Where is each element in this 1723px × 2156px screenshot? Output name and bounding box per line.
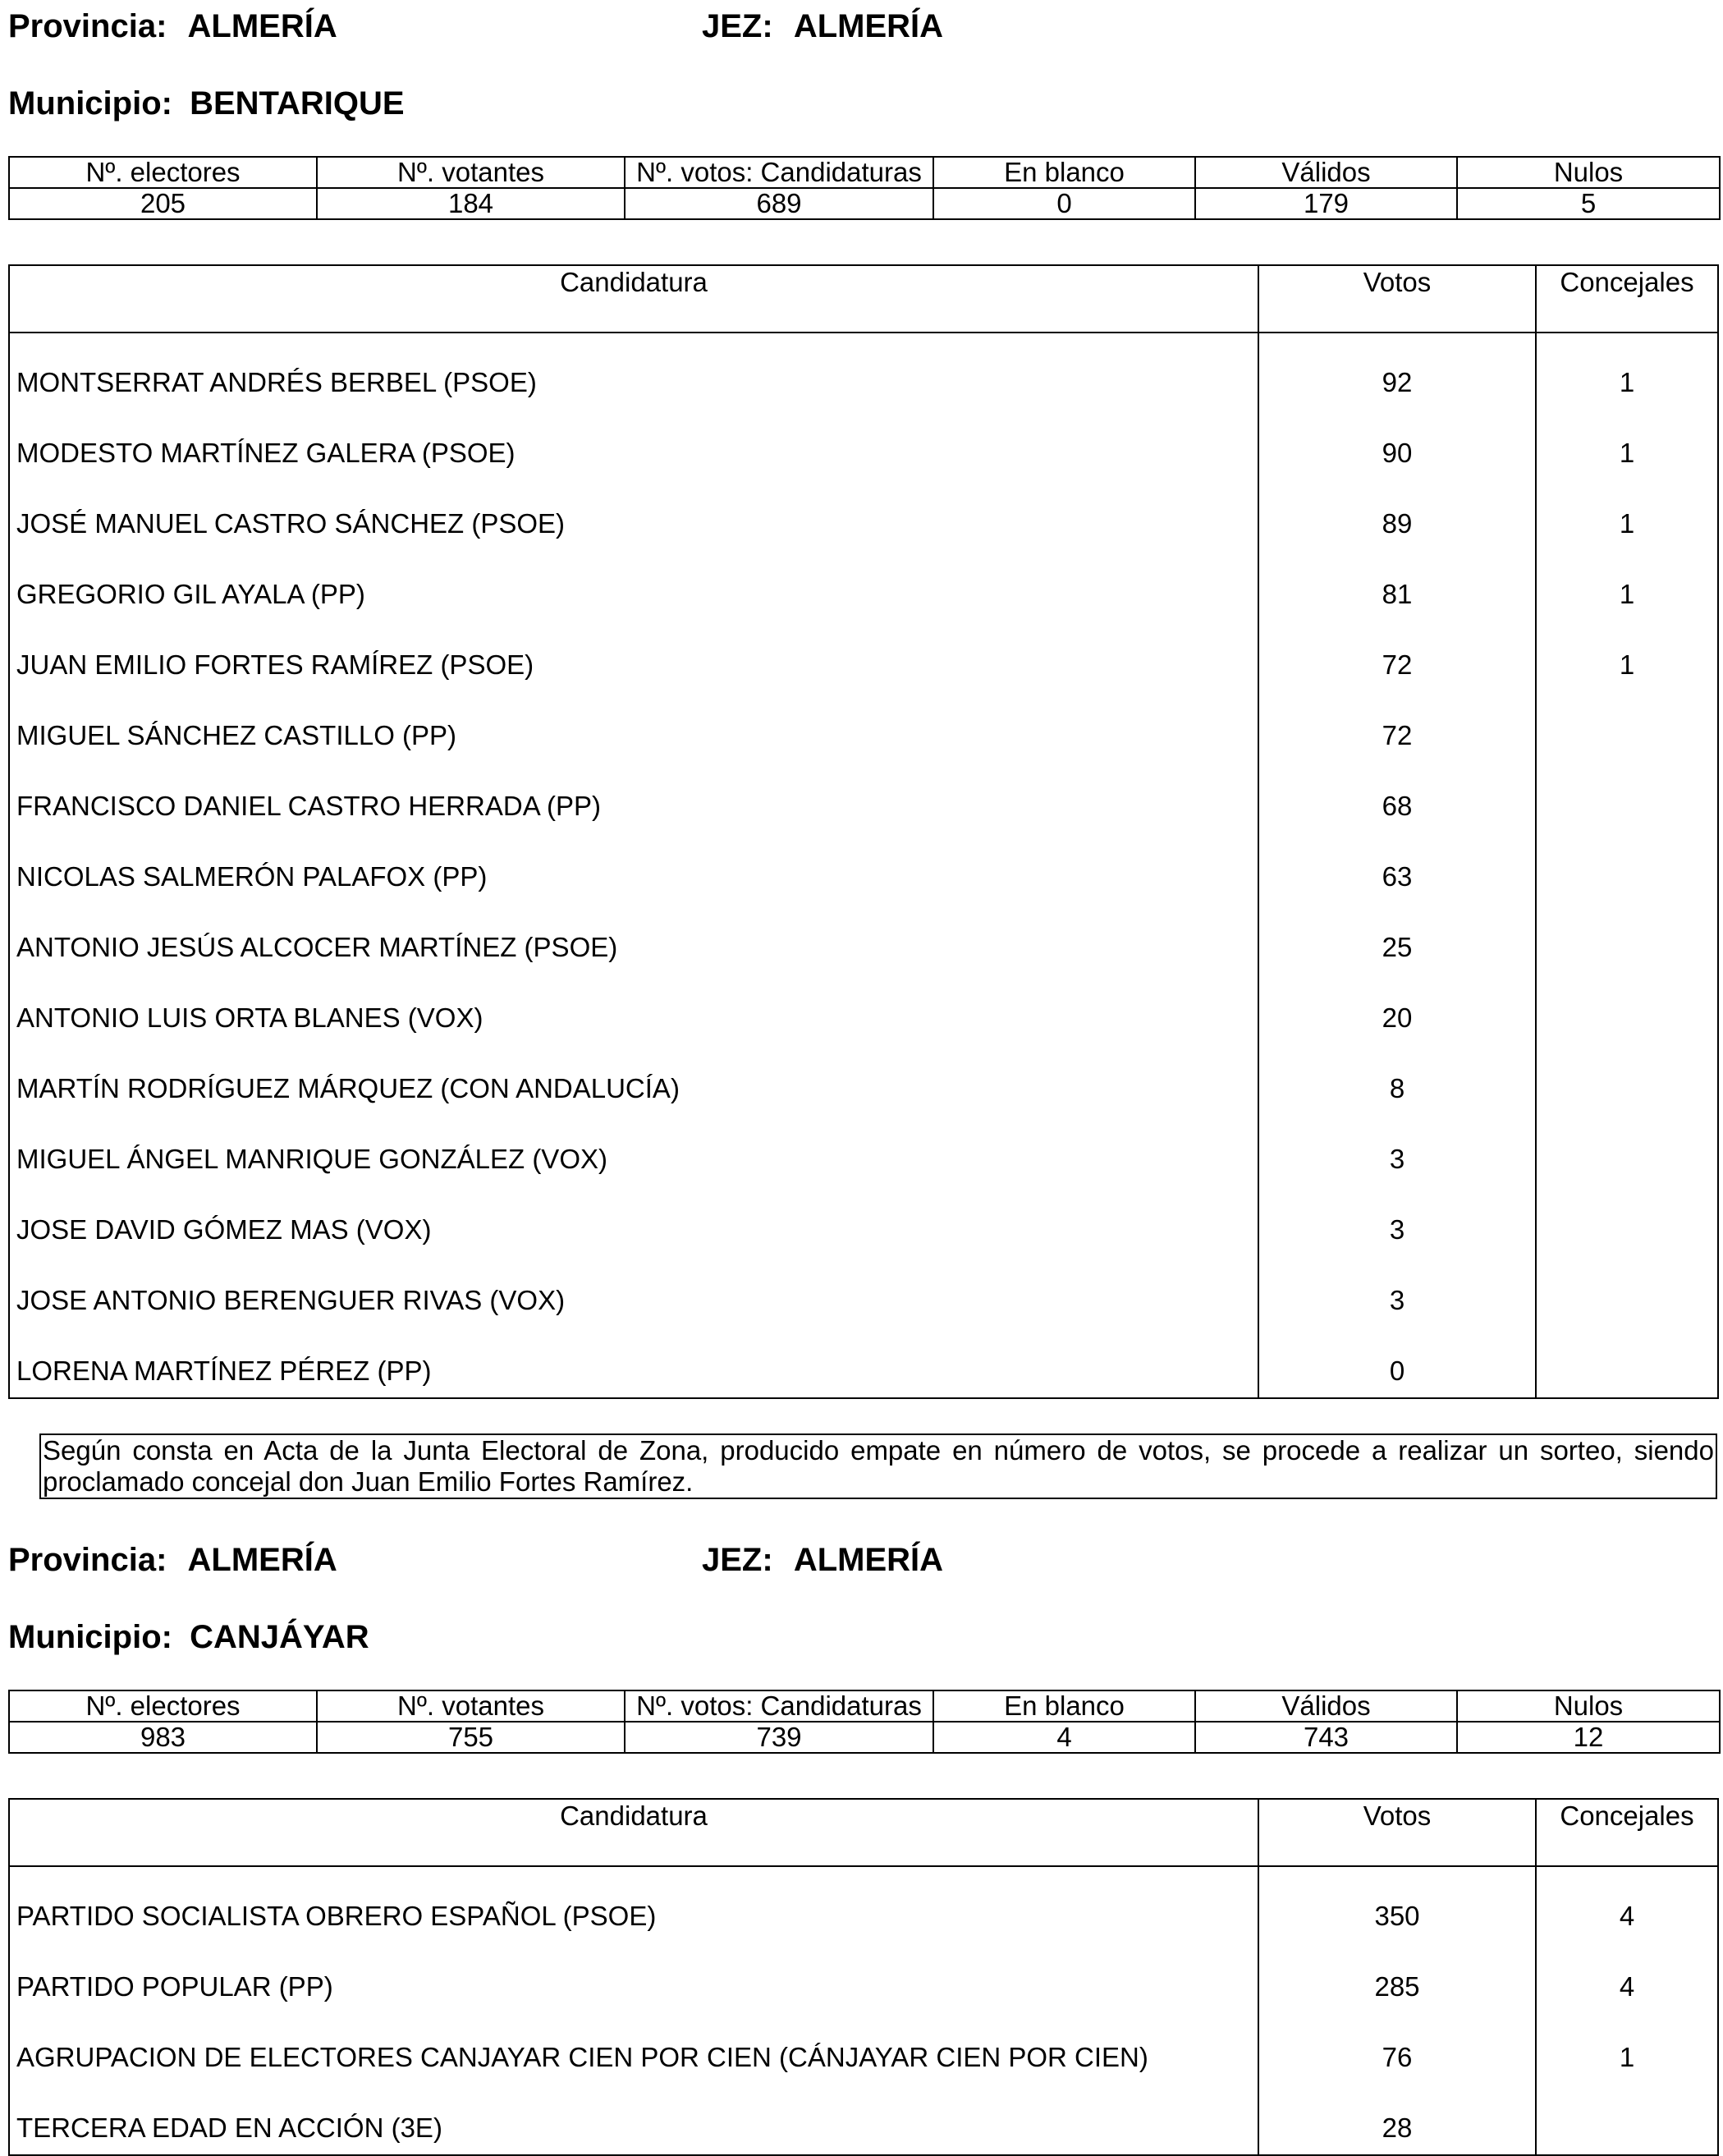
candidate-name: TERCERA EDAD EN ACCIÓN (3E) bbox=[16, 2112, 442, 2143]
stat-header: Válidos bbox=[1195, 1690, 1457, 1722]
stats-header-row bbox=[9, 157, 1720, 188]
stat-header: Nº. votos: Candidaturas bbox=[625, 1690, 933, 1722]
candidate-votos: 20 bbox=[1382, 1002, 1413, 1033]
candidate-row bbox=[10, 833, 1717, 903]
municipio-label: Municipio: bbox=[8, 85, 172, 122]
municipio-label: Municipio: bbox=[8, 1619, 172, 1655]
candidate-name: JOSE DAVID GÓMEZ MAS (VOX) bbox=[16, 1214, 432, 1245]
candidate-row bbox=[10, 1186, 1717, 1256]
concejales-header: Concejales bbox=[1560, 267, 1694, 297]
stat-header: Nulos bbox=[1457, 157, 1720, 188]
candidate-votos: 63 bbox=[1382, 861, 1413, 892]
municipio-value: BENTARIQUE bbox=[190, 85, 405, 122]
candidate-votos: 76 bbox=[1382, 2042, 1413, 2072]
candidate-concejales: 4 bbox=[1619, 1901, 1635, 1931]
provincia-header bbox=[8, 1540, 337, 1580]
stat-header: Nº. votantes bbox=[317, 157, 625, 188]
candidate-row bbox=[10, 1872, 1717, 1943]
candidate-row bbox=[10, 1044, 1717, 1115]
jez-header bbox=[702, 1540, 943, 1580]
stat-value: 4 bbox=[933, 1722, 1195, 1753]
jez-label: JEZ: bbox=[702, 8, 773, 44]
candidate-row bbox=[10, 691, 1717, 762]
candidate-name: MODESTO MARTÍNEZ GALERA (PSOE) bbox=[16, 438, 516, 468]
candidate-row bbox=[10, 1256, 1717, 1327]
stat-header: Nº. electores bbox=[9, 1690, 317, 1722]
stats-header-row bbox=[9, 1690, 1720, 1722]
municipio-header bbox=[8, 1617, 369, 1657]
candidatura-header: Candidatura bbox=[560, 1800, 708, 1831]
candidate-votos: 90 bbox=[1382, 438, 1413, 468]
candidate-row bbox=[10, 2084, 1717, 2154]
votos-header: Votos bbox=[1363, 267, 1432, 297]
stat-value: 12 bbox=[1457, 1722, 1720, 1753]
candidate-name: MIGUEL ÁNGEL MANRIQUE GONZÁLEZ (VOX) bbox=[16, 1144, 607, 1174]
candidate-concejales: 1 bbox=[1619, 579, 1635, 609]
candidate-votos: 89 bbox=[1382, 508, 1413, 539]
stat-header: Nulos bbox=[1457, 1690, 1720, 1722]
stat-header: En blanco bbox=[933, 1690, 1195, 1722]
municipio-header bbox=[8, 84, 405, 123]
municipio-value: CANJÁYAR bbox=[190, 1619, 369, 1655]
provincia-value: ALMERÍA bbox=[187, 1542, 337, 1578]
stat-value: 743 bbox=[1195, 1722, 1457, 1753]
candidate-votos: 28 bbox=[1382, 2112, 1413, 2143]
stat-value: 205 bbox=[9, 188, 317, 219]
results-table bbox=[8, 1798, 1719, 2156]
candidate-name: JUAN EMILIO FORTES RAMÍREZ (PSOE) bbox=[16, 649, 534, 680]
provincia-label: Provincia: bbox=[8, 1542, 167, 1578]
municipio-section-canjayar bbox=[0, 1534, 1723, 2152]
stats-table bbox=[8, 1690, 1721, 1754]
candidate-votos: 3 bbox=[1389, 1214, 1405, 1245]
candidate-row bbox=[10, 903, 1717, 974]
candidate-concejales: 1 bbox=[1619, 508, 1635, 539]
candidate-votos: 68 bbox=[1382, 791, 1413, 821]
candidate-name: MONTSERRAT ANDRÉS BERBEL (PSOE) bbox=[16, 367, 537, 397]
stat-value: 689 bbox=[625, 188, 933, 219]
stats-table bbox=[8, 156, 1721, 220]
candidate-row bbox=[10, 550, 1717, 621]
stats-value-row bbox=[9, 1722, 1720, 1753]
candidate-row bbox=[10, 1943, 1717, 2013]
candidate-votos: 8 bbox=[1389, 1073, 1405, 1103]
candidate-name: ANTONIO JESÚS ALCOCER MARTÍNEZ (PSOE) bbox=[16, 932, 618, 962]
candidate-votos: 285 bbox=[1374, 1971, 1420, 2002]
candidate-row bbox=[10, 621, 1717, 691]
provincia-header bbox=[8, 7, 337, 46]
jez-value: ALMERÍA bbox=[793, 1542, 944, 1578]
candidate-name: PARTIDO POPULAR (PP) bbox=[16, 1971, 333, 2002]
candidate-row bbox=[10, 762, 1717, 833]
candidate-name: JOSÉ MANUEL CASTRO SÁNCHEZ (PSOE) bbox=[16, 508, 566, 539]
provincia-value: ALMERÍA bbox=[187, 8, 337, 44]
stat-value: 983 bbox=[9, 1722, 317, 1753]
jez-value: ALMERÍA bbox=[793, 8, 944, 44]
stat-header: Nº. electores bbox=[9, 157, 317, 188]
stat-value: 755 bbox=[317, 1722, 625, 1753]
candidate-name: JOSE ANTONIO BERENGUER RIVAS (VOX) bbox=[16, 1285, 566, 1315]
candidate-name: LORENA MARTÍNEZ PÉREZ (PP) bbox=[16, 1356, 432, 1386]
candidate-name: PARTIDO SOCIALISTA OBRERO ESPAÑOL (PSOE) bbox=[16, 1901, 657, 1931]
candidate-row bbox=[10, 1327, 1717, 1397]
results-table bbox=[8, 264, 1719, 1399]
candidate-concejales: 1 bbox=[1619, 649, 1635, 680]
stat-value: 184 bbox=[317, 188, 625, 219]
candidate-row bbox=[10, 338, 1717, 409]
candidate-row bbox=[10, 479, 1717, 550]
candidate-row bbox=[10, 1115, 1717, 1186]
candidate-concejales: 4 bbox=[1619, 1971, 1635, 2002]
jez-label: JEZ: bbox=[702, 1542, 773, 1578]
tie-break-note: Según consta en Acta de la Junta Electoral de Zona, producido empate en número de votos, se procede a realizar un sorteo, siendo proclamado concejal don Juan Emilio Fortes Ramírez. bbox=[39, 1434, 1717, 1499]
results-header-row bbox=[10, 1800, 1717, 1867]
stat-header: Válidos bbox=[1195, 157, 1457, 188]
candidate-votos: 81 bbox=[1382, 579, 1413, 609]
candidate-votos: 3 bbox=[1389, 1285, 1405, 1315]
candidate-name: ANTONIO LUIS ORTA BLANES (VOX) bbox=[16, 1002, 483, 1033]
candidate-votos: 3 bbox=[1389, 1144, 1405, 1174]
candidate-name: FRANCISCO DANIEL CASTRO HERRADA (PP) bbox=[16, 791, 602, 821]
candidate-name: MARTÍN RODRÍGUEZ MÁRQUEZ (CON ANDALUCÍA) bbox=[16, 1073, 680, 1103]
candidate-votos: 92 bbox=[1382, 367, 1413, 397]
candidate-name: MIGUEL SÁNCHEZ CASTILLO (PP) bbox=[16, 720, 457, 750]
candidate-row bbox=[10, 409, 1717, 479]
candidate-name: NICOLAS SALMERÓN PALAFOX (PP) bbox=[16, 861, 488, 892]
provincia-label: Provincia: bbox=[8, 8, 167, 44]
candidate-votos: 0 bbox=[1389, 1356, 1405, 1386]
candidate-name: GREGORIO GIL AYALA (PP) bbox=[16, 579, 365, 609]
candidate-votos: 25 bbox=[1382, 932, 1413, 962]
candidate-row bbox=[10, 974, 1717, 1044]
candidate-votos: 72 bbox=[1382, 720, 1413, 750]
candidate-concejales: 1 bbox=[1619, 2042, 1635, 2072]
concejales-header: Concejales bbox=[1560, 1800, 1694, 1831]
candidate-concejales: 1 bbox=[1619, 438, 1635, 468]
stat-value: 0 bbox=[933, 188, 1195, 219]
stat-value: 5 bbox=[1457, 188, 1720, 219]
stat-value: 179 bbox=[1195, 188, 1457, 219]
jez-header bbox=[702, 7, 943, 46]
stats-value-row bbox=[9, 188, 1720, 219]
candidate-votos: 72 bbox=[1382, 649, 1413, 680]
votos-header: Votos bbox=[1363, 1800, 1432, 1831]
stat-value: 739 bbox=[625, 1722, 933, 1753]
stat-header: Nº. votantes bbox=[317, 1690, 625, 1722]
results-header-row bbox=[10, 266, 1717, 333]
candidatura-header: Candidatura bbox=[560, 267, 708, 297]
candidate-votos: 350 bbox=[1374, 1901, 1420, 1931]
stat-header: En blanco bbox=[933, 157, 1195, 188]
candidate-name: AGRUPACION DE ELECTORES CANJAYAR CIEN POR CIEN (CÁNJAYAR CIEN POR CIEN) bbox=[16, 2042, 1148, 2072]
candidate-row bbox=[10, 2013, 1717, 2084]
candidate-concejales: 1 bbox=[1619, 367, 1635, 397]
stat-header: Nº. votos: Candidaturas bbox=[625, 157, 933, 188]
